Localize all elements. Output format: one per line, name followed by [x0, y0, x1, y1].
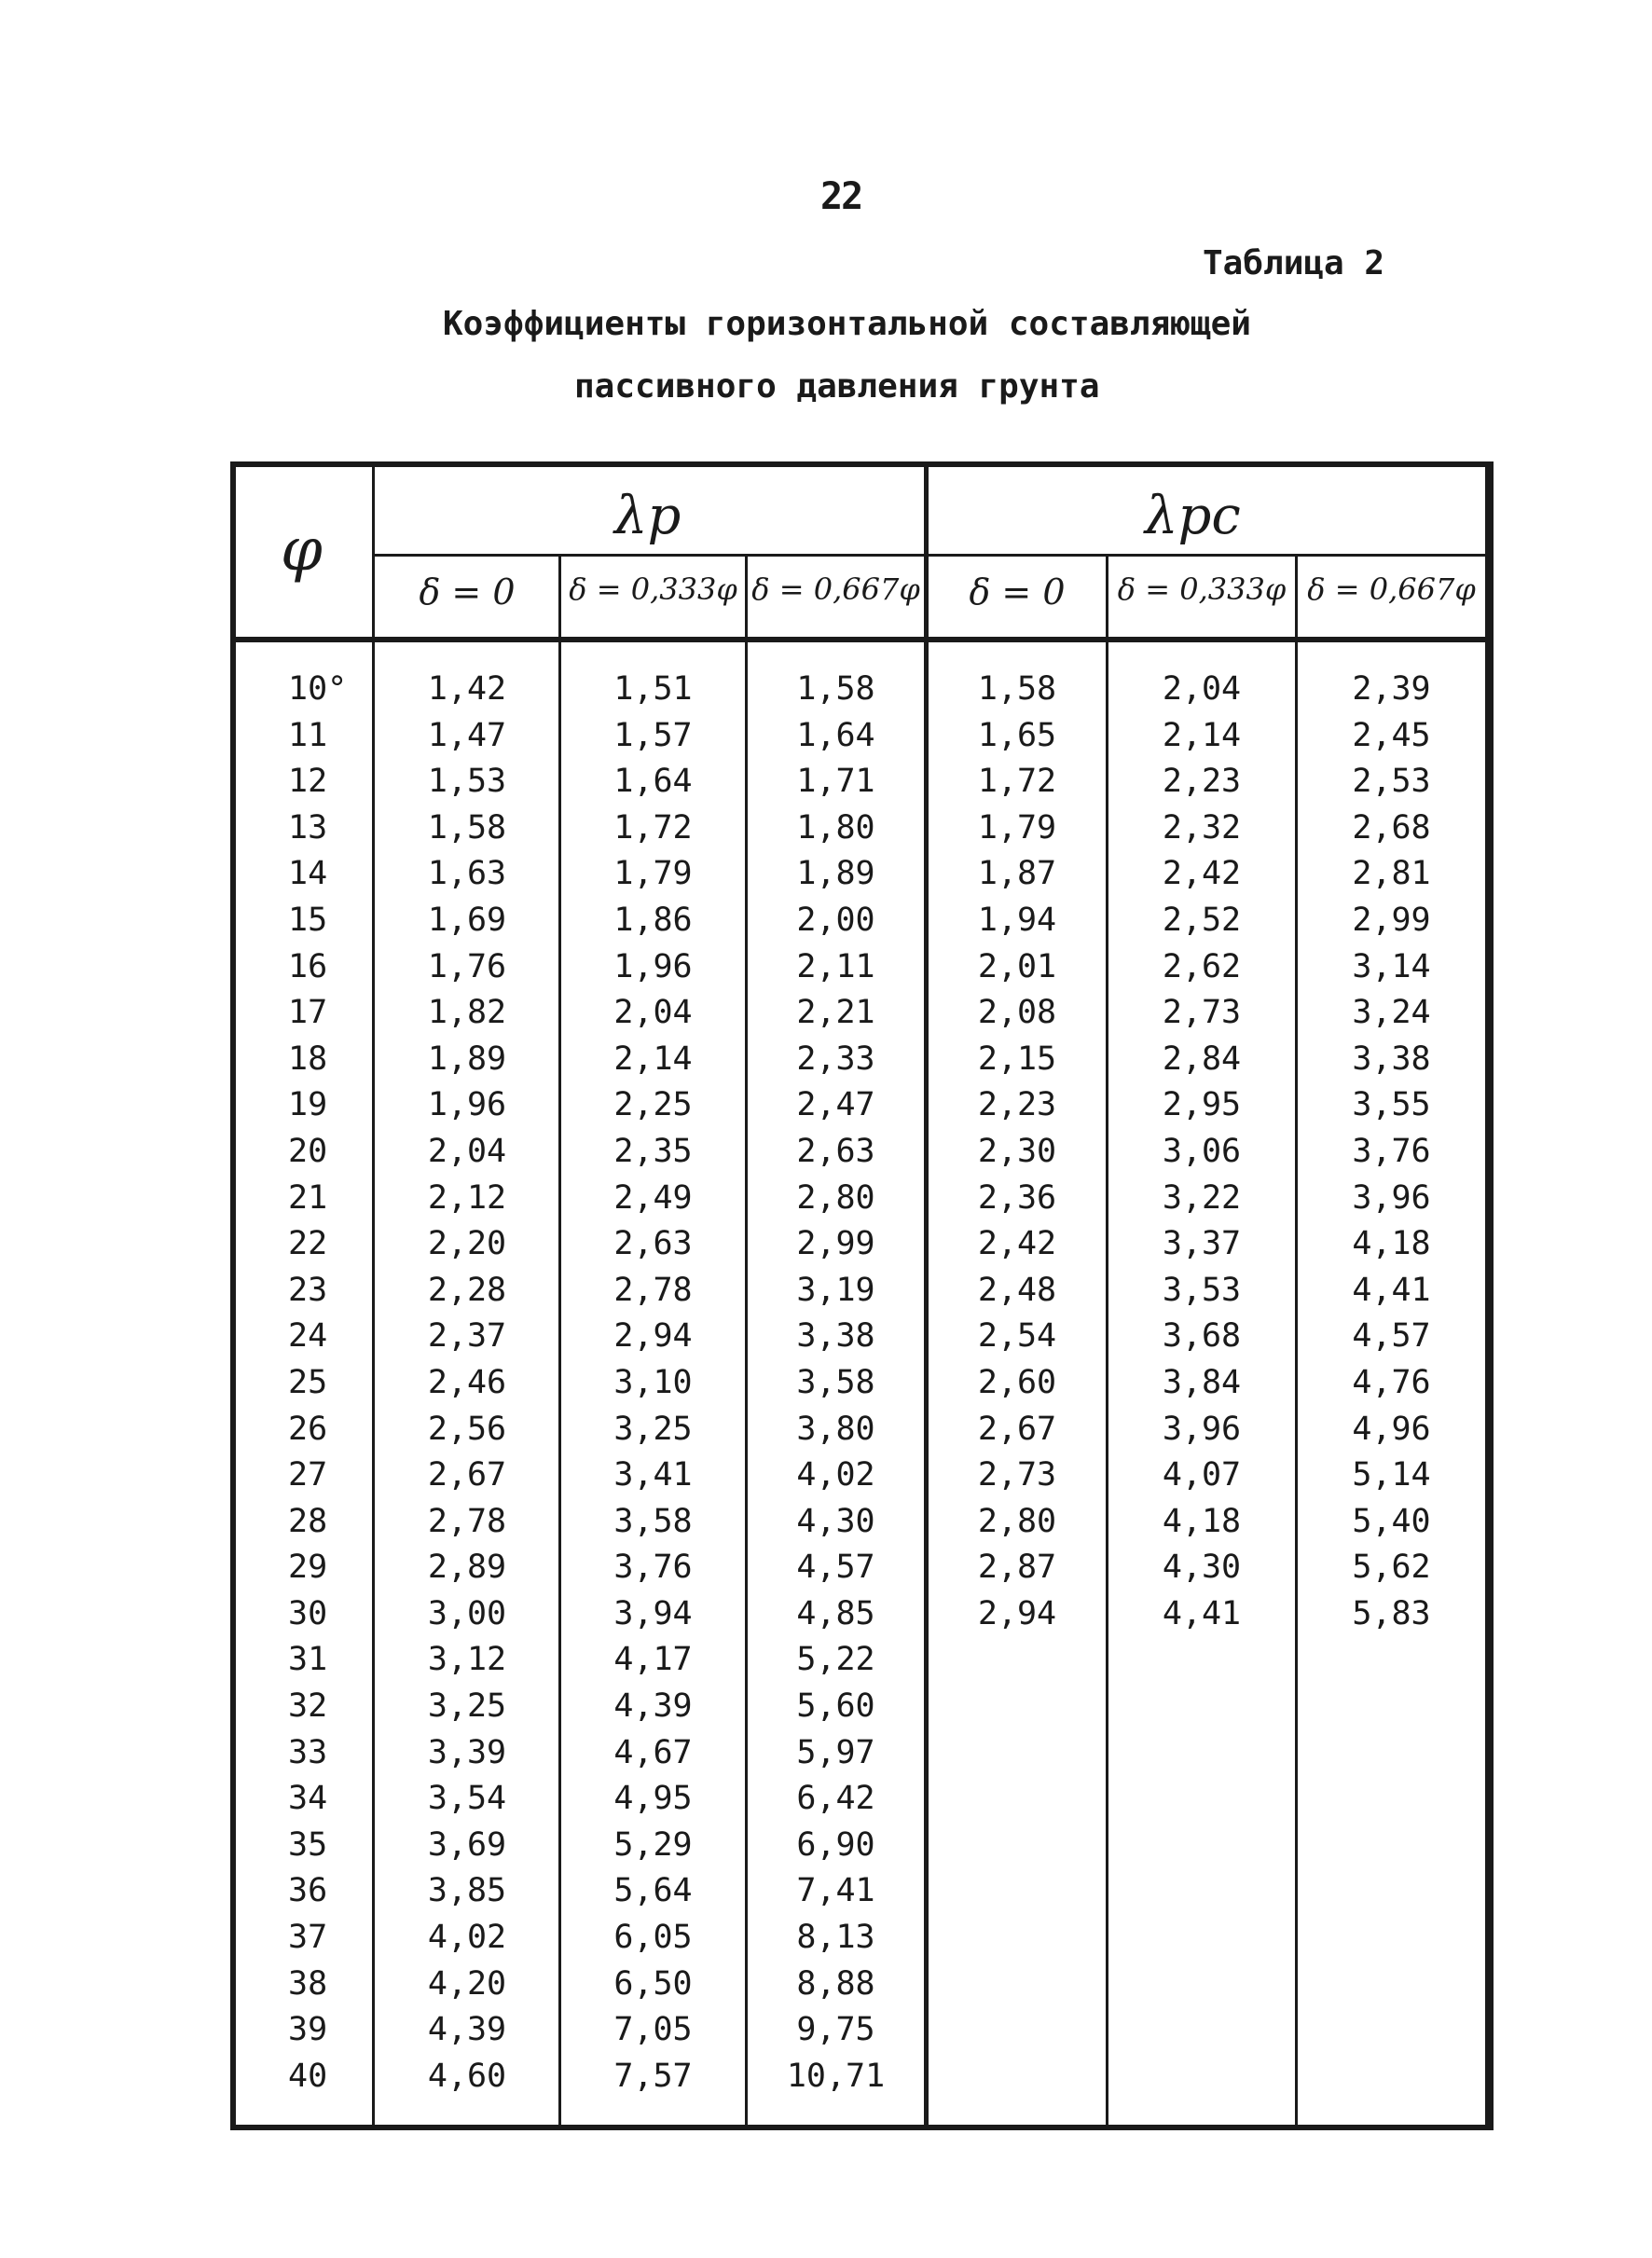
- lpc-d0333-cell: 3,06: [1162, 1132, 1242, 1170]
- lpc-d0333-cell: 4,07: [1162, 1456, 1242, 1494]
- lpc-d0667-cell: 5,40: [1352, 1502, 1431, 1540]
- lpc-d0333-cell: 2,95: [1162, 1086, 1242, 1124]
- phi-cell: 18: [288, 1040, 328, 1078]
- lpc-d0667-cell: 2,81: [1352, 855, 1431, 893]
- lp-d0667-cell: 2,80: [796, 1178, 875, 1217]
- lambda-p-delta-0667-column: [748, 667, 924, 2100]
- page-number: 22: [820, 175, 862, 218]
- lp-d0-cell: 4,02: [427, 1919, 507, 1957]
- phi-cell: 27: [288, 1456, 328, 1494]
- lpc-d0667-cell: 2,99: [1352, 901, 1431, 939]
- phi-cell: 32: [288, 1687, 328, 1726]
- lp-d0333-cell: 3,76: [613, 1549, 693, 1587]
- phi-cell: 29: [288, 1549, 328, 1587]
- lp-d0667-cell: 7,41: [796, 1872, 875, 1910]
- lp-d0333-cell: 3,25: [613, 1410, 693, 1448]
- lp-d0333-cell: 6,50: [613, 1964, 693, 2003]
- lp-d0-cell: 1,58: [427, 808, 507, 847]
- lpc-d0-cell: 2,01: [977, 947, 1057, 985]
- lp-d0333-cell: 6,05: [613, 1919, 693, 1957]
- lpc-d0667-cell: 4,76: [1352, 1363, 1431, 1401]
- lp-d0-cell: 1,63: [427, 855, 507, 893]
- lp-d0333-cell: 1,72: [613, 808, 693, 847]
- lp-d0333-cell: 2,49: [613, 1178, 693, 1217]
- lp-d0333-cell: 2,94: [613, 1317, 693, 1356]
- lpc-d0667-cell: 2,45: [1352, 716, 1431, 754]
- phi-cell: 40: [288, 2057, 328, 2095]
- lp-d0-cell: 2,56: [427, 1410, 507, 1448]
- lpc-d0333-cell: 3,84: [1162, 1363, 1242, 1401]
- lpc-d0333-cell: 4,30: [1162, 1549, 1242, 1587]
- lp-d0667-cell: 5,97: [796, 1733, 875, 1771]
- lambda-pc-header: λpc: [1145, 486, 1241, 546]
- table-label: Таблица 2: [1203, 244, 1385, 282]
- lp-d0667-cell: 5,60: [796, 1687, 875, 1726]
- lp-d0-cell: 3,54: [427, 1780, 507, 1818]
- phi-cell: 36: [288, 1872, 328, 1910]
- pc-delta-0333-header: δ = 0,333φ: [1117, 571, 1287, 607]
- lpc-d0333-cell: 2,52: [1162, 901, 1242, 939]
- lpc-d0667-cell: 2,53: [1352, 763, 1431, 801]
- lp-d0333-cell: 3,10: [613, 1363, 693, 1401]
- lp-d0667-cell: 2,99: [796, 1225, 875, 1263]
- lpc-d0-cell: 2,30: [977, 1132, 1057, 1170]
- lp-d0333-cell: 5,64: [613, 1872, 693, 1910]
- lp-d0667-cell: 9,75: [796, 2011, 875, 2049]
- lp-d0-cell: 2,67: [427, 1456, 507, 1494]
- phi-cell: 15: [288, 901, 328, 939]
- lp-d0667-cell: 2,63: [796, 1132, 875, 1170]
- lambda-pc-delta-0333-column: [1108, 667, 1295, 1637]
- lp-d0667-cell: 8,88: [796, 1964, 875, 2003]
- lpc-d0333-cell: 3,53: [1162, 1271, 1242, 1309]
- lp-d0333-cell: 2,25: [613, 1086, 693, 1124]
- lpc-d0-cell: 2,42: [977, 1225, 1057, 1263]
- lp-d0667-cell: 3,80: [796, 1410, 875, 1448]
- lp-d0667-cell: 2,00: [796, 901, 875, 939]
- lp-d0667-cell: 1,64: [796, 716, 875, 754]
- lp-d0667-cell: 4,57: [796, 1549, 875, 1587]
- lp-d0333-cell: 3,94: [613, 1594, 693, 1632]
- lp-d0-cell: 1,69: [427, 901, 507, 939]
- lp-d0333-cell: 7,05: [613, 2011, 693, 2049]
- lambda-pc-delta-0-column: [929, 667, 1106, 1637]
- lpc-d0333-cell: 2,32: [1162, 808, 1242, 847]
- lp-d0-cell: 2,04: [427, 1132, 507, 1170]
- lp-d0-cell: 1,89: [427, 1040, 507, 1078]
- lambda-p-header: λp: [614, 486, 681, 546]
- lp-d0667-cell: 2,33: [796, 1040, 875, 1078]
- lp-d0667-cell: 3,58: [796, 1363, 875, 1401]
- lp-d0-cell: 4,20: [427, 1964, 507, 2003]
- lp-d0-cell: 1,42: [427, 670, 507, 708]
- lp-d0333-cell: 4,39: [613, 1687, 693, 1726]
- lp-d0667-cell: 10,71: [786, 2057, 886, 2095]
- lp-d0-cell: 1,47: [427, 716, 507, 754]
- lambda-pc-delta-0667-column: [1298, 667, 1485, 1637]
- lpc-d0667-cell: 4,57: [1352, 1317, 1431, 1356]
- phi-cell: 21: [288, 1178, 328, 1217]
- pc-delta-0-header: δ = 0: [969, 571, 1066, 613]
- lambda-p-delta-0333-column: [561, 667, 745, 2100]
- lp-d0667-cell: 2,21: [796, 994, 875, 1032]
- lpc-d0667-cell: 2,39: [1352, 670, 1431, 708]
- phi-cell: 11: [288, 716, 328, 754]
- phi-cell: 38: [288, 1964, 328, 2003]
- lpc-d0333-cell: 3,96: [1162, 1410, 1242, 1448]
- p-delta-0-header: δ = 0: [419, 571, 516, 613]
- lpc-d0-cell: 1,87: [977, 855, 1057, 893]
- lp-d0667-cell: 1,80: [796, 808, 875, 847]
- lpc-d0333-cell: 3,22: [1162, 1178, 1242, 1217]
- header-bottom-rule: [236, 637, 1488, 642]
- lp-d0-cell: 2,20: [427, 1225, 507, 1263]
- phi-cell: 34: [288, 1780, 328, 1818]
- lp-d0-cell: 4,39: [427, 2011, 507, 2049]
- lpc-d0333-cell: 3,37: [1162, 1225, 1242, 1263]
- lp-d0333-cell: 7,57: [613, 2057, 693, 2095]
- phi-cell: 28: [288, 1502, 328, 1540]
- lpc-d0333-cell: 4,18: [1162, 1502, 1242, 1540]
- lp-d0333-cell: 1,57: [613, 716, 693, 754]
- lpc-d0667-cell: 2,68: [1352, 808, 1431, 847]
- lp-d0333-cell: 1,64: [613, 763, 693, 801]
- lpc-d0667-cell: 3,14: [1352, 947, 1431, 985]
- lp-d0333-cell: 4,95: [613, 1780, 693, 1818]
- lp-d0667-cell: 3,19: [796, 1271, 875, 1309]
- lpc-d0-cell: 2,08: [977, 994, 1057, 1032]
- phi-cell: 12: [288, 763, 328, 801]
- lpc-d0333-cell: 4,41: [1162, 1594, 1242, 1632]
- lpc-d0-cell: 2,73: [977, 1456, 1057, 1494]
- phi-cell: 10°: [288, 670, 348, 708]
- phi-column: [288, 667, 372, 2100]
- lp-d0333-cell: 4,67: [613, 1733, 693, 1771]
- lp-d0667-cell: 6,90: [796, 1825, 875, 1864]
- lpc-d0667-cell: 3,38: [1352, 1040, 1431, 1078]
- lp-d0667-cell: 6,42: [796, 1780, 875, 1818]
- lp-d0333-cell: 1,96: [613, 947, 693, 985]
- lp-d0-cell: 1,82: [427, 994, 507, 1032]
- lpc-d0333-cell: 3,68: [1162, 1317, 1242, 1356]
- lpc-d0-cell: 2,36: [977, 1178, 1057, 1217]
- p-delta-0333-header: δ = 0,333φ: [569, 571, 737, 607]
- lpc-d0333-cell: 2,14: [1162, 716, 1242, 754]
- lpc-d0667-cell: 3,76: [1352, 1132, 1431, 1170]
- lpc-d0667-cell: 3,24: [1352, 994, 1431, 1032]
- lpc-d0333-cell: 2,42: [1162, 855, 1242, 893]
- lpc-d0667-cell: 5,62: [1352, 1549, 1431, 1587]
- lpc-d0-cell: 1,72: [977, 763, 1057, 801]
- lp-d0-cell: 2,89: [427, 1549, 507, 1587]
- coefficient-table: [230, 461, 1494, 2130]
- phi-cell: 22: [288, 1225, 328, 1263]
- phi-cell: 35: [288, 1825, 328, 1864]
- lp-d0-cell: 2,46: [427, 1363, 507, 1401]
- lpc-d0-cell: 1,94: [977, 901, 1057, 939]
- lp-d0333-cell: 2,04: [613, 994, 693, 1032]
- lp-d0333-cell: 3,41: [613, 1456, 693, 1494]
- lpc-d0667-cell: 5,83: [1352, 1594, 1431, 1632]
- lpc-d0667-cell: 3,96: [1352, 1178, 1431, 1217]
- lp-d0-cell: 2,37: [427, 1317, 507, 1356]
- lpc-d0333-cell: 2,73: [1162, 994, 1242, 1032]
- lpc-d0667-cell: 4,41: [1352, 1271, 1431, 1309]
- header-sub-rule: [372, 554, 1485, 557]
- lp-d0333-cell: 4,17: [613, 1641, 693, 1679]
- lpc-d0-cell: 2,54: [977, 1317, 1057, 1356]
- lpc-d0-cell: 1,79: [977, 808, 1057, 847]
- lp-d0-cell: 3,25: [427, 1687, 507, 1726]
- lpc-d0333-cell: 2,23: [1162, 763, 1242, 801]
- table-title-line-1: Коэффициенты горизонтальной составляющей: [443, 305, 1251, 343]
- lpc-d0-cell: 2,15: [977, 1040, 1057, 1078]
- lp-d0667-cell: 5,22: [796, 1641, 875, 1679]
- phi-cell: 25: [288, 1363, 328, 1401]
- phi-cell: 24: [288, 1317, 328, 1356]
- phi-cell: 13: [288, 808, 328, 847]
- phi-cell: 17: [288, 994, 328, 1032]
- phi-cell: 39: [288, 2011, 328, 2049]
- col-divider-phi: [372, 467, 375, 2125]
- lp-d0333-cell: 2,63: [613, 1225, 693, 1263]
- lpc-d0-cell: 1,58: [977, 670, 1057, 708]
- lp-d0333-cell: 1,51: [613, 670, 693, 708]
- lpc-d0667-cell: 5,14: [1352, 1456, 1431, 1494]
- col-divider-right: [1485, 467, 1488, 2125]
- p-delta-0667-header: δ = 0,667φ: [751, 571, 920, 607]
- lpc-d0-cell: 2,94: [977, 1594, 1057, 1632]
- lp-d0333-cell: 1,79: [613, 855, 693, 893]
- lp-d0667-cell: 1,71: [796, 763, 875, 801]
- lpc-d0667-cell: 4,18: [1352, 1225, 1431, 1263]
- table-title-line-2: пассивного давления грунта: [574, 367, 1100, 406]
- phi-cell: 31: [288, 1641, 328, 1679]
- lpc-d0667-cell: 4,96: [1352, 1410, 1431, 1448]
- lp-d0-cell: 3,39: [427, 1733, 507, 1771]
- lpc-d0333-cell: 2,04: [1162, 670, 1242, 708]
- phi-cell: 33: [288, 1733, 328, 1771]
- lpc-d0-cell: 2,87: [977, 1549, 1057, 1587]
- lpc-d0333-cell: 2,62: [1162, 947, 1242, 985]
- lp-d0333-cell: 3,58: [613, 1502, 693, 1540]
- phi-cell: 16: [288, 947, 328, 985]
- lp-d0-cell: 3,12: [427, 1641, 507, 1679]
- lp-d0667-cell: 4,30: [796, 1502, 875, 1540]
- lpc-d0333-cell: 2,84: [1162, 1040, 1242, 1078]
- lpc-d0-cell: 2,23: [977, 1086, 1057, 1124]
- lp-d0-cell: 2,12: [427, 1178, 507, 1217]
- lp-d0333-cell: 2,78: [613, 1271, 693, 1309]
- phi-cell: 26: [288, 1410, 328, 1448]
- phi-cell: 19: [288, 1086, 328, 1124]
- lp-d0-cell: 2,28: [427, 1271, 507, 1309]
- phi-header: φ: [281, 516, 323, 585]
- lp-d0667-cell: 2,11: [796, 947, 875, 985]
- lp-d0-cell: 3,85: [427, 1872, 507, 1910]
- lp-d0667-cell: 1,89: [796, 855, 875, 893]
- lpc-d0-cell: 2,80: [977, 1502, 1057, 1540]
- lp-d0-cell: 1,76: [427, 947, 507, 985]
- lp-d0667-cell: 4,02: [796, 1456, 875, 1494]
- lp-d0667-cell: 4,85: [796, 1594, 875, 1632]
- lp-d0333-cell: 5,29: [613, 1825, 693, 1864]
- lpc-d0-cell: 2,67: [977, 1410, 1057, 1448]
- lp-d0333-cell: 1,86: [613, 901, 693, 939]
- lp-d0667-cell: 1,58: [796, 670, 875, 708]
- lpc-d0-cell: 2,48: [977, 1271, 1057, 1309]
- phi-cell: 30: [288, 1594, 328, 1632]
- phi-cell: 14: [288, 855, 328, 893]
- lpc-d0-cell: 2,60: [977, 1363, 1057, 1401]
- lp-d0667-cell: 8,13: [796, 1919, 875, 1957]
- lpc-d0667-cell: 3,55: [1352, 1086, 1431, 1124]
- lpc-d0-cell: 1,65: [977, 716, 1057, 754]
- lp-d0667-cell: 2,47: [796, 1086, 875, 1124]
- lp-d0-cell: 4,60: [427, 2057, 507, 2095]
- lp-d0333-cell: 2,35: [613, 1132, 693, 1170]
- lp-d0-cell: 2,78: [427, 1502, 507, 1540]
- lambda-p-delta-0-column: [376, 667, 558, 2100]
- lp-d0-cell: 1,96: [427, 1086, 507, 1124]
- lp-d0667-cell: 3,38: [796, 1317, 875, 1356]
- phi-cell: 23: [288, 1271, 328, 1309]
- lp-d0-cell: 3,69: [427, 1825, 507, 1864]
- phi-cell: 20: [288, 1132, 328, 1170]
- pc-delta-0667-header: δ = 0,667φ: [1307, 571, 1476, 607]
- lp-d0-cell: 1,53: [427, 763, 507, 801]
- lp-d0333-cell: 2,14: [613, 1040, 693, 1078]
- lp-d0-cell: 3,00: [427, 1594, 507, 1632]
- phi-cell: 37: [288, 1919, 328, 1957]
